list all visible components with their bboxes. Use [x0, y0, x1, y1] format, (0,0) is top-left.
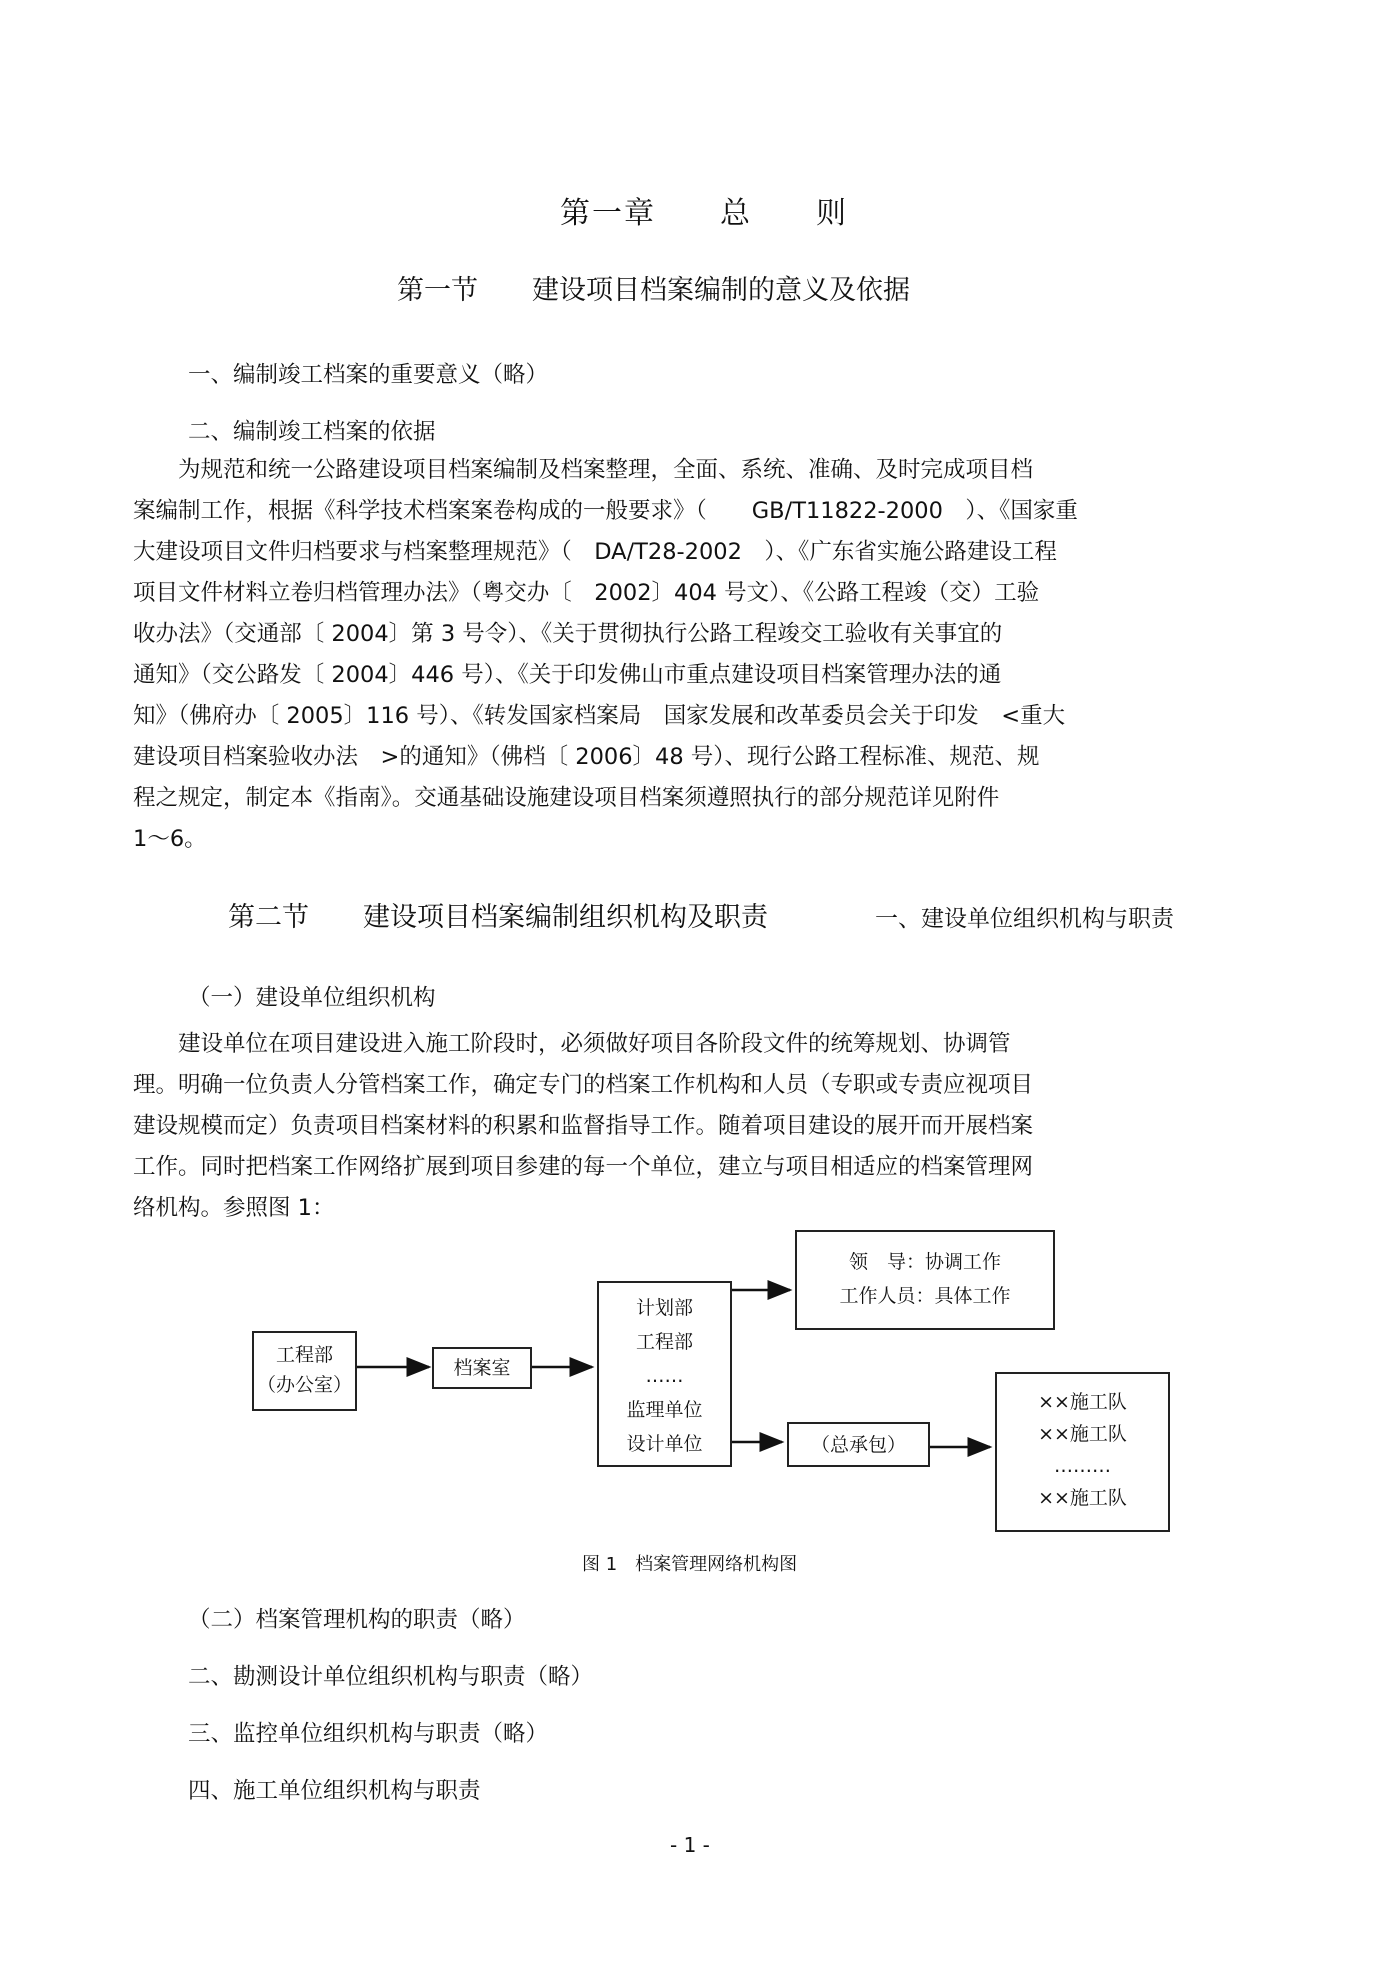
paragraph-line: 络机构。参照图 1： — [133, 1195, 335, 1221]
page-number: - 1 - — [670, 1833, 710, 1857]
box-line: 领 导：协调工作 — [848, 1251, 1001, 1273]
box-line: ××施工队 — [1038, 1423, 1127, 1445]
paragraph-line: 程之规定，制定本《指南》。交通基础设施建设项目档案须遵照执行的部分规范详见附件 — [133, 785, 1000, 811]
chapter-title: 第一章 总 则 — [560, 196, 848, 231]
paragraph-line: 理。明确一位负责人分管档案工作，确定专门的档案工作机构和人员（专职或专责应视项目 — [133, 1072, 1034, 1098]
item-org: （一）建设单位组织机构 — [188, 985, 436, 1011]
item-basis: 二、编制竣工档案的依据 — [188, 419, 436, 445]
box-line: 工程部 — [635, 1331, 693, 1353]
box-general-contract — [787, 1422, 930, 1467]
paragraph-line: 案编制工作，根据《科学技术档案案卷构成的一般要求》（ GB/T11822-2000 ）、《国家重 — [133, 498, 1078, 524]
box-line: 档案室 — [453, 1357, 511, 1379]
paragraph-line: 大建设项目文件归档要求与档案整理规范》（ DA/T28-2002 ）、《广东省实施公路建设工程 — [133, 539, 1057, 565]
box-engineering-office — [252, 1331, 357, 1411]
paragraph-line: 项目文件材料立卷归档管理办法》（粤交办〔 2002〕404 号文）、《公路工程竣（交）工验 — [133, 580, 1040, 606]
paragraph-line: 1～6。 — [133, 826, 207, 852]
box-line: （办公室） — [256, 1374, 352, 1396]
item-construction: 四、施工单位组织机构与职责 — [188, 1778, 481, 1804]
item-importance: 一、编制竣工档案的重要意义（略） — [188, 362, 549, 388]
box-line: ……… — [1054, 1455, 1111, 1477]
box-line: ××施工队 — [1038, 1391, 1127, 1413]
paragraph-line: 通知》（交公路发〔 2004〕446 号）、《关于印发佛山市重点建设项目档案管理办法的通 — [133, 662, 1002, 688]
box-line: （总承包） — [810, 1434, 906, 1456]
box-construction-teams — [995, 1372, 1170, 1532]
paragraph-line: 为规范和统一公路建设项目档案编制及档案整理，全面、系统、准确、及时完成项目档 — [133, 457, 1034, 483]
box-leader — [795, 1230, 1055, 1330]
box-archive-room — [432, 1347, 532, 1389]
section1-title: 第一节 建设项目档案编制的意义及依据 — [397, 275, 910, 306]
paragraph-line: 工作。同时把档案工作网络扩展到项目参建的每一个单位，建立与项目相适应的档案管理网 — [133, 1154, 1034, 1180]
paragraph-line: 建设项目档案验收办法 >的通知》（佛档〔 2006〕48 号）、现行公路工程标准、规范、规 — [133, 744, 1040, 770]
paragraph-line: 建设单位在项目建设进入施工阶段时，必须做好项目各阶段文件的统筹规划、协调管 — [133, 1031, 1011, 1057]
item-survey: 二、勘测设计单位组织机构与职责（略） — [188, 1664, 594, 1690]
box-line: 监理单位 — [626, 1399, 703, 1421]
box-line: 计划部 — [635, 1297, 693, 1319]
box-line: 工作人员：具体工作 — [839, 1285, 1011, 1307]
paragraph-line: 知》（佛府办〔 2005〕116 号）、《转发国家档案局 国家发展和改革委员会关于印发 <重大 — [133, 703, 1066, 729]
item-monitor: 三、监控单位组织机构与职责（略） — [188, 1721, 549, 1747]
section2-subtitle: 一、建设单位组织机构与职责 — [875, 906, 1174, 932]
section2-title: 第二节 建设项目档案编制组织机构及职责 — [228, 902, 768, 933]
paragraph-line: 收办法》（交通部〔 2004〕第 3 号令）、《关于贯彻执行公路工程竣交工验收有关事宜的 — [133, 621, 1003, 647]
box-line: ××施工队 — [1038, 1487, 1127, 1509]
box-departments — [597, 1281, 732, 1467]
box-line: 设计单位 — [626, 1433, 703, 1455]
item-duties: （二）档案管理机构的职责（略） — [188, 1607, 526, 1633]
figure-caption: 图 1 档案管理网络机构图 — [582, 1554, 798, 1575]
box-line: 工程部 — [275, 1344, 333, 1366]
paragraph-line: 建设规模而定）负责项目档案材料的积累和监督指导工作。随着项目建设的展开而开展档案 — [133, 1113, 1034, 1139]
box-line: …… — [645, 1365, 684, 1387]
